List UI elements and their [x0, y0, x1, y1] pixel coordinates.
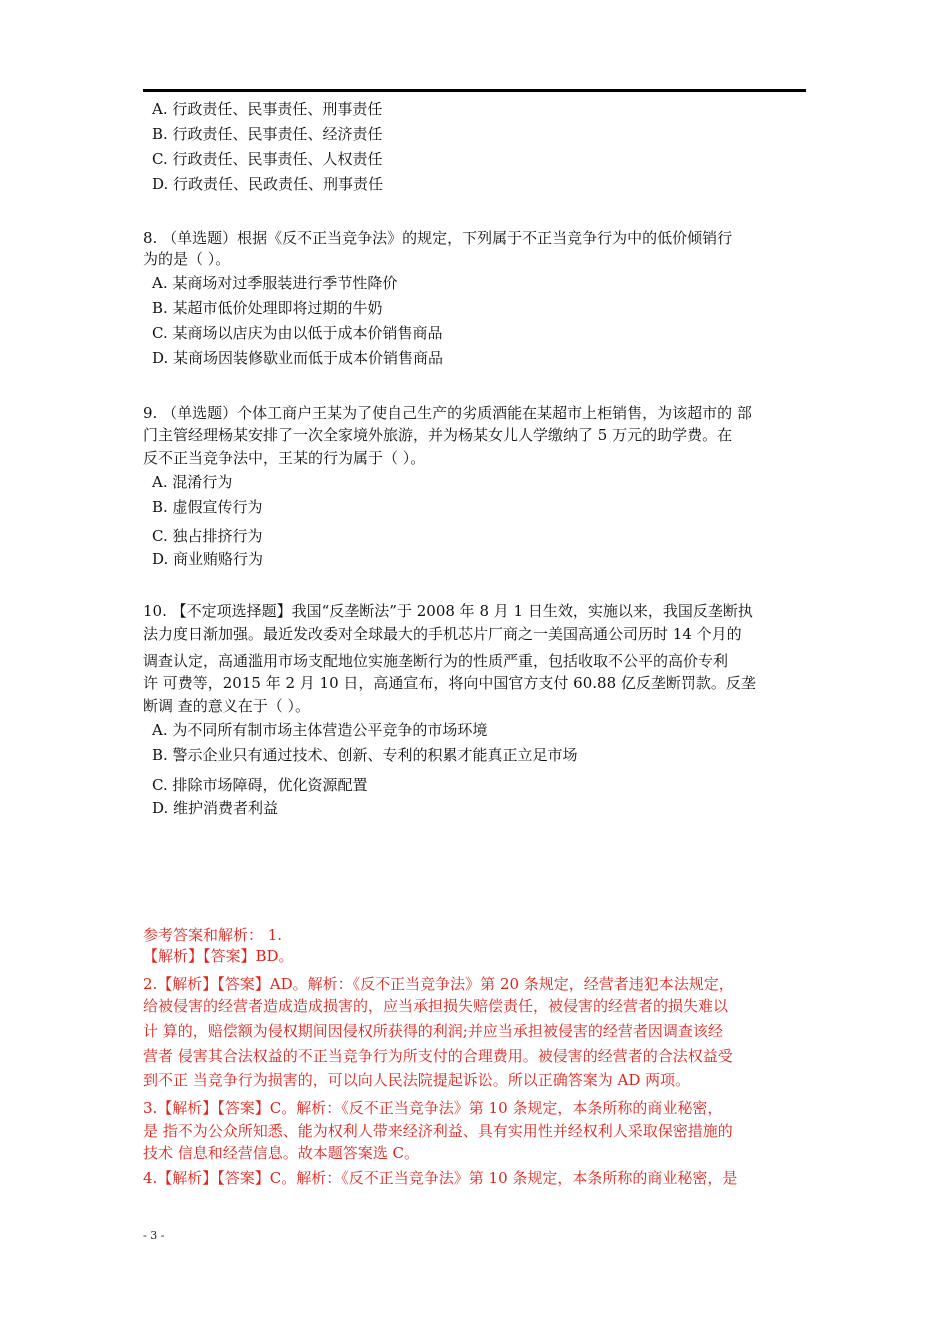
q8-option-b: B. 某超市低价处理即将过期的牛奶 — [152, 299, 383, 317]
answer-2-line-1: 2.【解析】【答案】AD。解析：《反不正当竞争法》第 20 条规定，经营者违犯本法规定， — [143, 975, 734, 993]
answer-2-line-5: 到不正 当竞争行为损害的，可以向人民法院提起诉讼。所以正确答案为 AD 两项。 — [143, 1071, 691, 1089]
q9-stem-line-2: 门主管经理杨某安排了一次全家境外旅游，并为杨某女儿人学缴纳了 5 万元的助学费。在 — [143, 426, 733, 444]
answer-4-line-1: 4.【解析】【答案】C。解析：《反不正当竞争法》第 10 条规定，本条所称的商业秘密，是 — [143, 1169, 738, 1187]
q10-stem-line-3: 调查认定，高通滥用市场支配地位实施垄断行为的性质严重，包括收取不公平的高价专利 — [143, 652, 729, 670]
q9-stem-line-3: 反不正当竞争法中，王某的行为属于（ ）。 — [143, 449, 426, 467]
q8-option-c: C. 某商场以店庆为由以低于成本价销售商品 — [152, 324, 443, 342]
answer-2-line-4: 营者 侵害其合法权益的不正当竞争行为所支付的合理费用。被侵害的经营者的合法权益受 — [143, 1047, 733, 1065]
answer-3-line-2: 是 指不为公众所知悉、能为权利人带来经济利益、具有实用性并经权利人采取保密措施的 — [143, 1122, 733, 1140]
answer-3-line-3: 技术 信息和经营信息。故本题答案选 C。 — [143, 1144, 420, 1162]
q7-option-d: D. 行政责任、民政责任、刑事责任 — [152, 175, 384, 193]
q10-stem-line-5: 断调 查的意义在于（ ）。 — [143, 697, 311, 715]
q9-stem-line-1: 9. （单选题）个体工商户王某为了使自己生产的劣质酒能在某超市上柜销售，为该超市的 部 — [143, 404, 752, 422]
answers-heading: 参考答案和解析： 1. — [143, 926, 283, 944]
q8-stem-line-2: 为的是（ ）。 — [143, 250, 231, 268]
q9-option-a: A. 混淆行为 — [152, 473, 233, 491]
q7-option-c: C. 行政责任、民事责任、人权责任 — [152, 150, 383, 168]
page-number: - 3 - — [143, 1229, 165, 1242]
q9-option-b: B. 虚假宣传行为 — [152, 498, 263, 516]
q10-option-d: D. 维护消费者利益 — [152, 799, 279, 817]
header-rule — [143, 89, 806, 92]
q9-option-c: C. 独占排挤行为 — [152, 527, 263, 545]
q10-stem-line-4: 许 可费等，2015 年 2 月 10 日，高通宣布，将向中国官方支付 60.88 亿反垄断罚款。反垄 — [143, 674, 756, 692]
q8-option-a: A. 某商场对过季服装进行季节性降价 — [152, 274, 398, 292]
answer-3-line-1: 3.【解析】【答案】C。解析：《反不正当竞争法》第 10 条规定，本条所称的商业秘密， — [143, 1099, 723, 1117]
q7-option-b: B. 行政责任、民事责任、经济责任 — [152, 125, 383, 143]
q10-stem-line-1: 10. 【不定项选择题】我国“反垄断法”于 2008 年 8 月 1 日生效，实施以来，我国反垄断执 — [143, 602, 753, 620]
answer-2-line-3: 计 算的，赔偿额为侵权期间因侵权所获得的利润;并应当承担被侵害的经营者因调查该经 — [143, 1022, 723, 1040]
q10-option-a: A. 为不同所有制市场主体营造公平竞争的市场环境 — [152, 721, 488, 739]
q10-option-c: C. 排除市场障碍，优化资源配置 — [152, 776, 368, 794]
answer-2-line-2: 给被侵害的经营者造成造成损害的，应当承担损失赔偿责任，被侵害的经营者的损失难以 — [143, 997, 729, 1015]
q10-stem-line-2: 法力度日渐加强。最近发改委对全球最大的手机芯片厂商之一美国高通公司历时 14 个月的 — [143, 625, 742, 643]
q8-stem-line-1: 8. （单选题）根据《反不正当竞争法》的规定，下列属于不正当竞争行为中的低价倾销行 — [143, 229, 733, 247]
q7-option-a: A. 行政责任、民事责任、刑事责任 — [152, 100, 383, 118]
q8-option-d: D. 某商场因装修歇业而低于成本价销售商品 — [152, 349, 444, 367]
answer-1: 【解析】【答案】BD。 — [143, 947, 294, 965]
q10-option-b: B. 警示企业只有通过技术、创新、专利的积累才能真正立足市场 — [152, 746, 578, 764]
q9-option-d: D. 商业贿赂行为 — [152, 550, 264, 568]
